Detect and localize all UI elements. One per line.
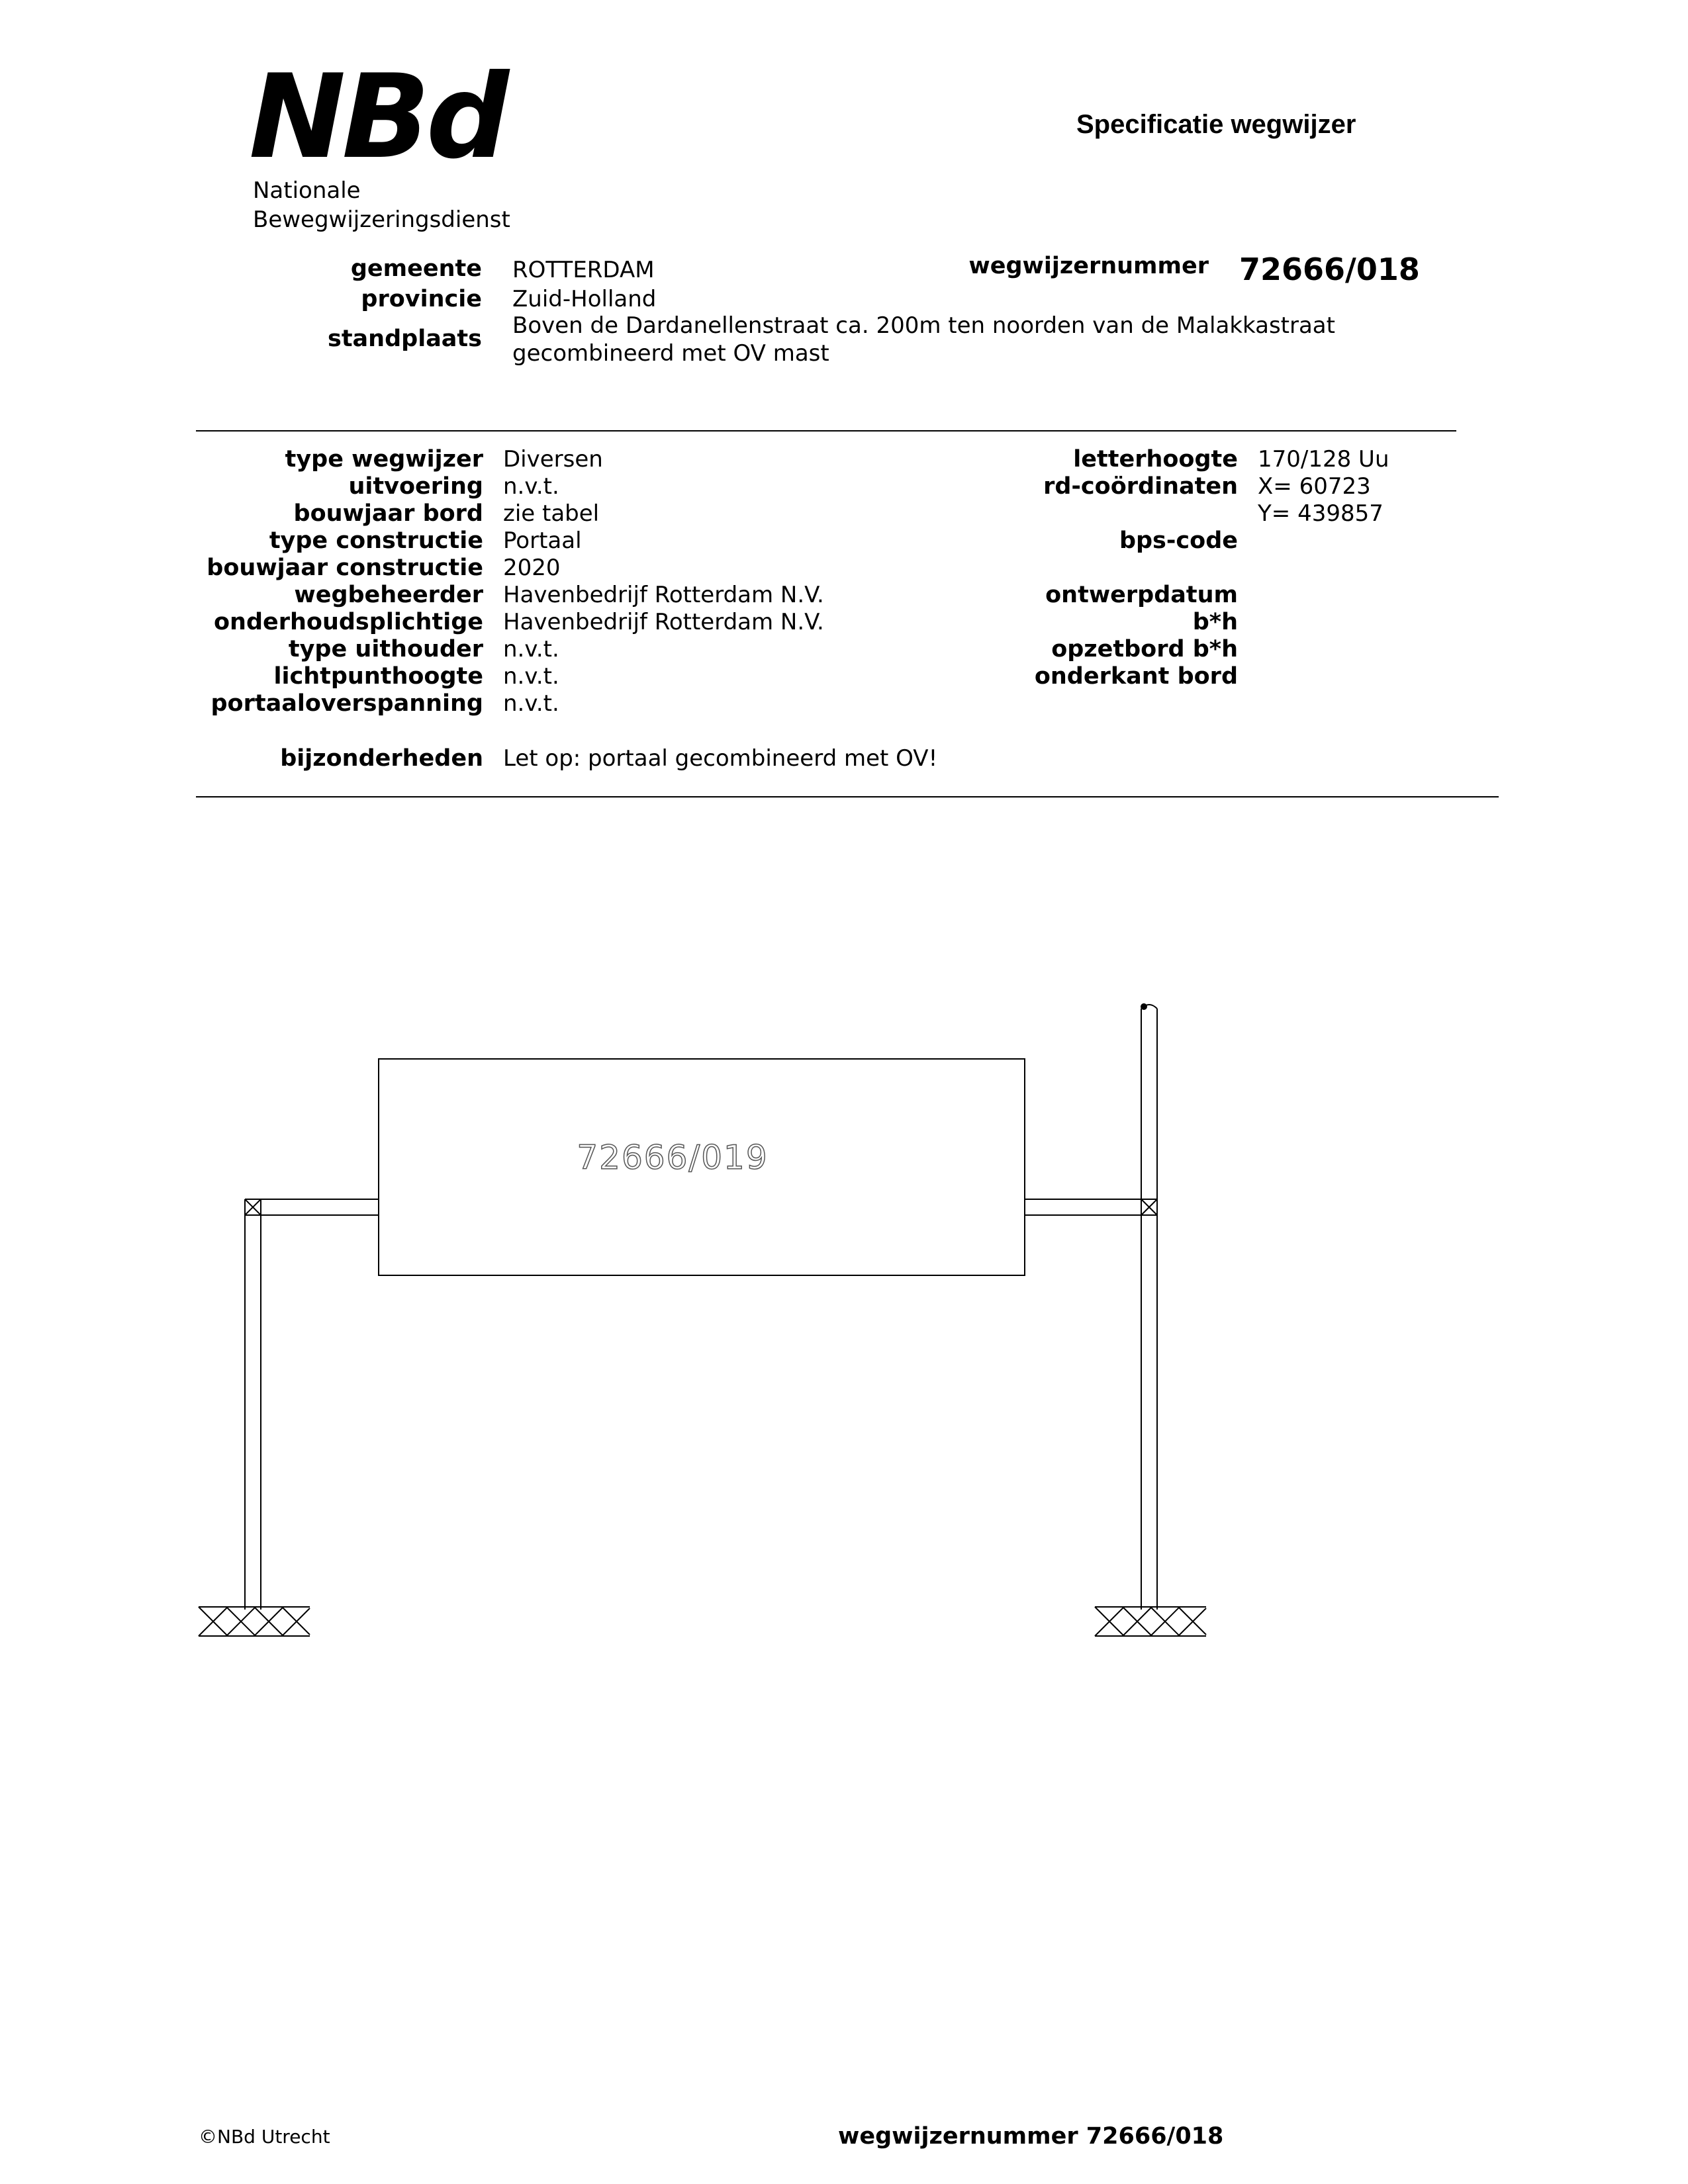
spec-right-value: X= 60723 <box>1258 473 1371 500</box>
spec-left-value: zie tabel <box>503 500 600 527</box>
spec-left-label: bouwjaar constructie <box>207 555 483 581</box>
spec-left-value: Portaal <box>503 527 582 554</box>
spec-right-label: ontwerpdatum <box>1045 582 1238 608</box>
spec-left-label: uitvoering <box>348 473 483 500</box>
spec-left-value: Diversen <box>503 446 603 473</box>
wegwijzernummer-value: 72666/018 <box>1239 251 1420 287</box>
spec-left-label: wegbeheerder <box>294 582 483 608</box>
spec-right-label: letterhoogte <box>1073 446 1238 473</box>
standplaats-line-1: Boven de Dardanellenstraat ca. 200m ten noorden van de Malakkastraat <box>512 312 1335 339</box>
bijzonderheden-label: bijzonderheden <box>280 745 483 772</box>
logo-line-1: Nationale <box>253 177 361 204</box>
spec-right-value: 170/128 Uu <box>1258 446 1389 473</box>
wegwijzernummer-label: wegwijzernummer <box>968 253 1209 279</box>
footer-number: wegwijzernummer 72666/018 <box>838 2123 1224 2150</box>
spec-left-label: portaaloverspanning <box>211 690 483 717</box>
spec-left-label: type wegwijzer <box>285 446 483 473</box>
gemeente-label: gemeente <box>350 255 482 282</box>
spec-left-label: type uithouder <box>288 636 483 662</box>
spec-left-value: n.v.t. <box>503 636 559 662</box>
nbd-logo: NBd <box>249 50 506 185</box>
sign-number-text: 72666/019 <box>577 1138 769 1177</box>
spec-right-label: bps-code <box>1119 527 1238 554</box>
spec-right-label: rd-coördinaten <box>1043 473 1238 500</box>
spec-left-value: n.v.t. <box>503 473 559 500</box>
document-title: Specificatie wegwijzer <box>1076 110 1356 139</box>
gemeente-value: ROTTERDAM <box>512 257 655 283</box>
spec-left-value: 2020 <box>503 555 561 581</box>
footer-copyright: ©NBd Utrecht <box>199 2126 330 2148</box>
spec-left-label: onderhoudsplichtige <box>213 609 483 635</box>
spec-left-label: lichtpunthoogte <box>273 663 483 690</box>
spec-right-label: onderkant bord <box>1034 663 1238 690</box>
spec-right-value: Y= 439857 <box>1258 500 1383 527</box>
provincie-label: provincie <box>361 286 482 312</box>
lamp-head <box>1141 1003 1147 1010</box>
spec-left-value: Havenbedrijf Rotterdam N.V. <box>503 582 824 608</box>
logo-line-2: Bewegwijzeringsdienst <box>253 206 510 233</box>
spec-left-value: Havenbedrijf Rotterdam N.V. <box>503 609 824 635</box>
spec-left-label: type constructie <box>269 527 483 554</box>
spec-right-label: opzetbord b*h <box>1051 636 1238 662</box>
standplaats-line-2: gecombineerd met OV mast <box>512 340 829 367</box>
spec-left-value: n.v.t. <box>503 690 559 717</box>
spec-right-label: b*h <box>1192 609 1238 635</box>
spec-left-value: n.v.t. <box>503 663 559 690</box>
bijzonderheden-value: Let op: portaal gecombineerd met OV! <box>503 745 938 772</box>
standplaats-label: standplaats <box>327 326 482 352</box>
provincie-value: Zuid-Holland <box>512 286 657 312</box>
spec-left-label: bouwjaar bord <box>293 500 483 527</box>
